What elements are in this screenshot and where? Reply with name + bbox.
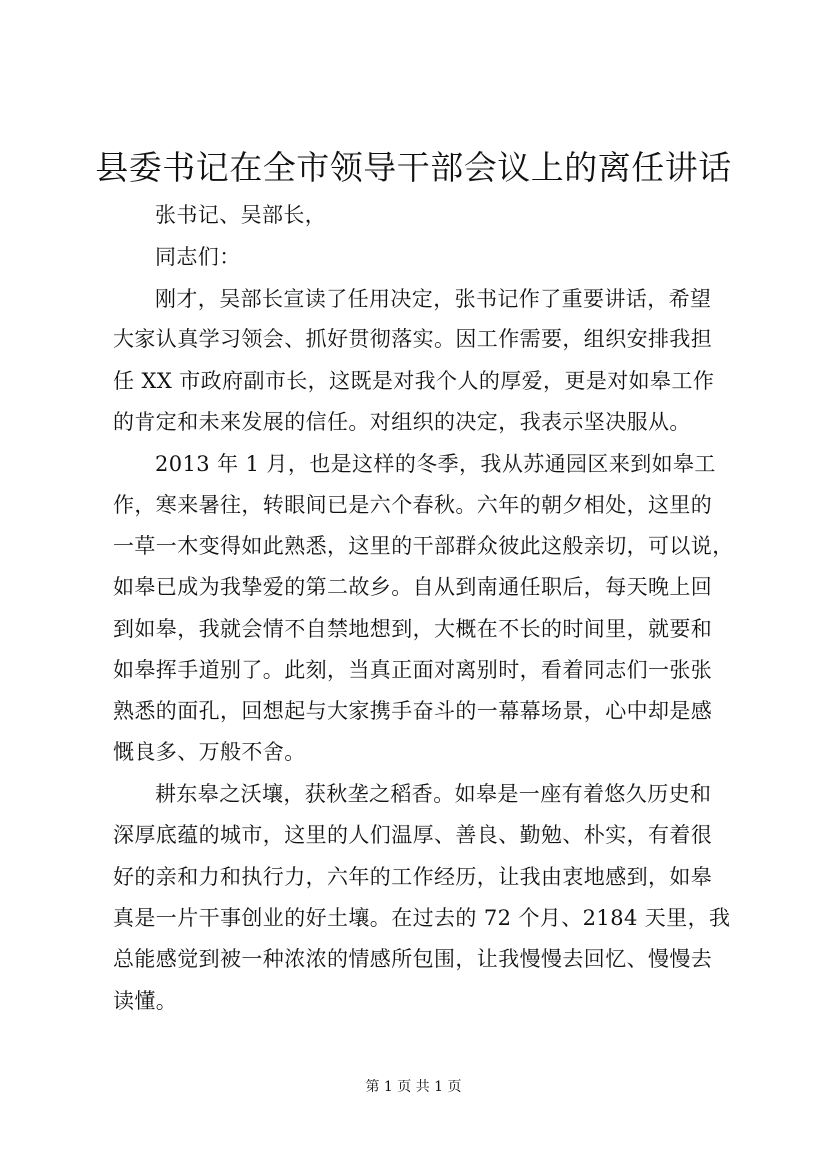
paragraph-line: 的肯定和未来发展的信任。对组织的决定，我表示坚决服从。 [113, 410, 691, 434]
paragraph-line: 慨良多、万般不舍。 [113, 740, 306, 764]
paragraph-line: 到如皋，我就会情不自禁地想到，大概在不长的时间里，就要和 [113, 617, 713, 641]
document-title: 县委书记在全市领导干部会议上的离任讲话 [95, 148, 732, 187]
paragraph-line: 2013 年 1 月，也是这样的冬季，我从苏通园区来到如皋工 [155, 452, 716, 476]
paragraph-line: 大家认真学习领会、抓好贯彻落实。因工作需要，组织安排我担 [113, 327, 713, 351]
paragraph-line: 耕东皋之沃壤，获秋垄之稻香。如皋是一座有着悠久历史和 [155, 782, 712, 806]
page-footer: 第 1 页 共 1 页 [365, 1079, 462, 1095]
paragraph-line: 读懂。 [113, 989, 178, 1013]
paragraph-line: 一草一木变得如此熟悉，这里的干部群众彼此这般亲切，可以说， [113, 534, 734, 558]
paragraph-line: 好的亲和力和执行力，六年的工作经历，让我由衷地感到，如皋 [113, 865, 713, 889]
paragraph-line: 如皋挥手道别了。此刻，当真正面对离别时，看着同志们一张张 [113, 658, 713, 682]
paragraph-line: 深厚底蕴的城市，这里的人们温厚、善良、勤勉、朴实，有着很 [113, 823, 713, 847]
salutation-line: 张书记、吴部长， [155, 203, 327, 227]
paragraph-line: 如皋已成为我挚爱的第二故乡。自从到南通任职后，每天晚上回 [113, 575, 713, 599]
paragraph-line: 刚才，吴部长宣读了任用决定，张书记作了重要讲话，希望 [155, 287, 712, 311]
paragraph-line: 真是一片干事创业的好土壤。在过去的 72 个月、2184 天里，我 [113, 906, 731, 930]
paragraph-line: 作，寒来暑往，转眼间已是六个春秋。六年的朝夕相处，这里的 [113, 493, 713, 517]
paragraph-line: 总能感觉到被一种浓浓的情感所包围，让我慢慢去回忆、慢慢去 [113, 947, 713, 971]
paragraph-line: 熟悉的面孔，回想起与大家携手奋斗的一幕幕场景，心中却是感 [113, 699, 713, 723]
salutation-line: 同志们： [155, 245, 241, 269]
paragraph-line: 任 XX 市政府副市长，这既是对我个人的厚爱，更是对如皋工作 [113, 369, 715, 393]
